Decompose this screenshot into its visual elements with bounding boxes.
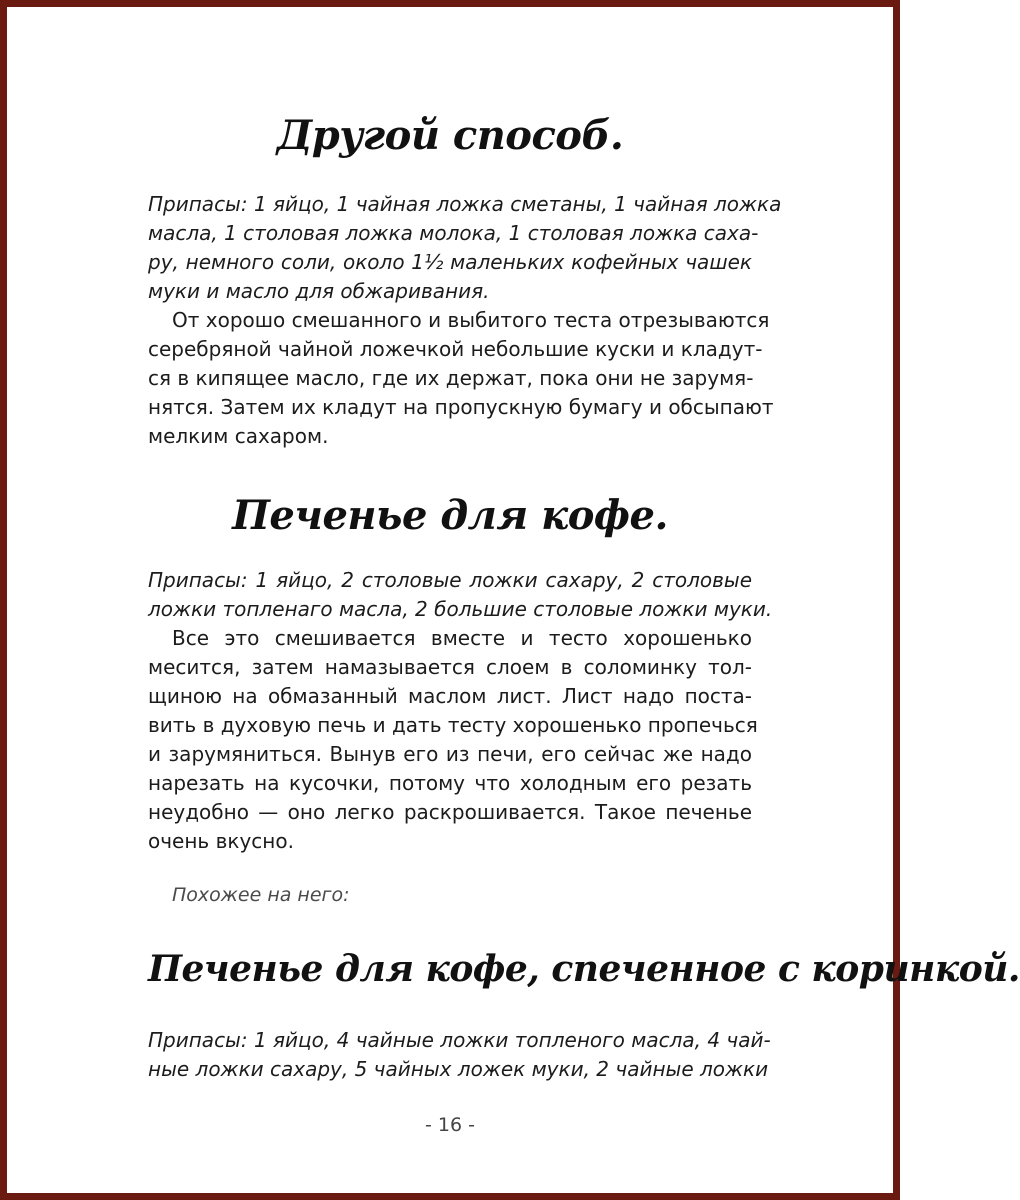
ingredients-line: муки и масло для обжаривания. [148, 279, 490, 303]
body-line: нарезать на кусочки, потому что холодным его резать [148, 771, 752, 795]
body-line: Все это смешивается вместе и тесто хорошенько [172, 626, 752, 650]
body-line: вить в духовую печь и дать тесту хорошенько пропечься [148, 713, 758, 737]
ingredients-3 [148, 1026, 771, 1084]
ingredients-1 [148, 190, 782, 306]
page-number: - 16 - [425, 1114, 475, 1136]
ingredients-line: ру, немного соли, около 1½ маленьких кофейных чашек [148, 250, 752, 274]
body-text-2 [148, 624, 758, 856]
body-line: серебряной чайной ложечкой небольшие куски и кладут- [148, 337, 763, 361]
body-line: и зарумяниться. Вынув его из печи, его сейчас же надо [148, 742, 752, 766]
body-line: нятся. Затем их кладут на пропускную бумагу и обсыпают [148, 395, 774, 419]
body-text-1 [148, 306, 774, 451]
body-line: От хорошо смешанного и выбитого теста отрезываются [172, 308, 770, 332]
section-title-2: Печенье для кофе. [232, 492, 668, 539]
section-title-3: Печенье для кофе, спеченное с коринкой. [148, 948, 1020, 990]
body-line: мелким сахаром. [148, 424, 329, 448]
note-text: Похожее на него: [172, 884, 350, 906]
body-line: неудобно — оно легко раскрошивается. Такое печенье [148, 800, 752, 824]
body-line: ся в кипящее масло, где их держат, пока они не зарумя- [148, 366, 754, 390]
body-line: месится, затем намазывается слоем в соломинку тол- [148, 655, 752, 679]
body-line: щиною на обмазанный маслом лист. Лист надо поста- [148, 684, 752, 708]
body-line: очень вкусно. [148, 829, 294, 853]
section-title-1: Другой способ. [276, 112, 624, 159]
ingredients-line: Припасы: 1 яйцо, 4 чайные ложки топленого масла, 4 чай- [148, 1028, 771, 1052]
ingredients-line: ные ложки сахару, 5 чайных ложек муки, 2 чайные ложки [148, 1057, 769, 1081]
ingredients-line: ложки топленаго масла, 2 большие столовые ложки муки. [148, 597, 773, 621]
ingredients-line: Припасы: 1 яйцо, 1 чайная ложка сметаны, 1 чайная ложка [148, 192, 782, 216]
ingredients-2 [148, 566, 773, 624]
ingredients-line: масла, 1 столовая ложка молока, 1 столовая ложка саха- [148, 221, 759, 245]
ingredients-line: Припасы: 1 яйцо, 2 столовые ложки сахару, 2 столовые [148, 568, 752, 592]
